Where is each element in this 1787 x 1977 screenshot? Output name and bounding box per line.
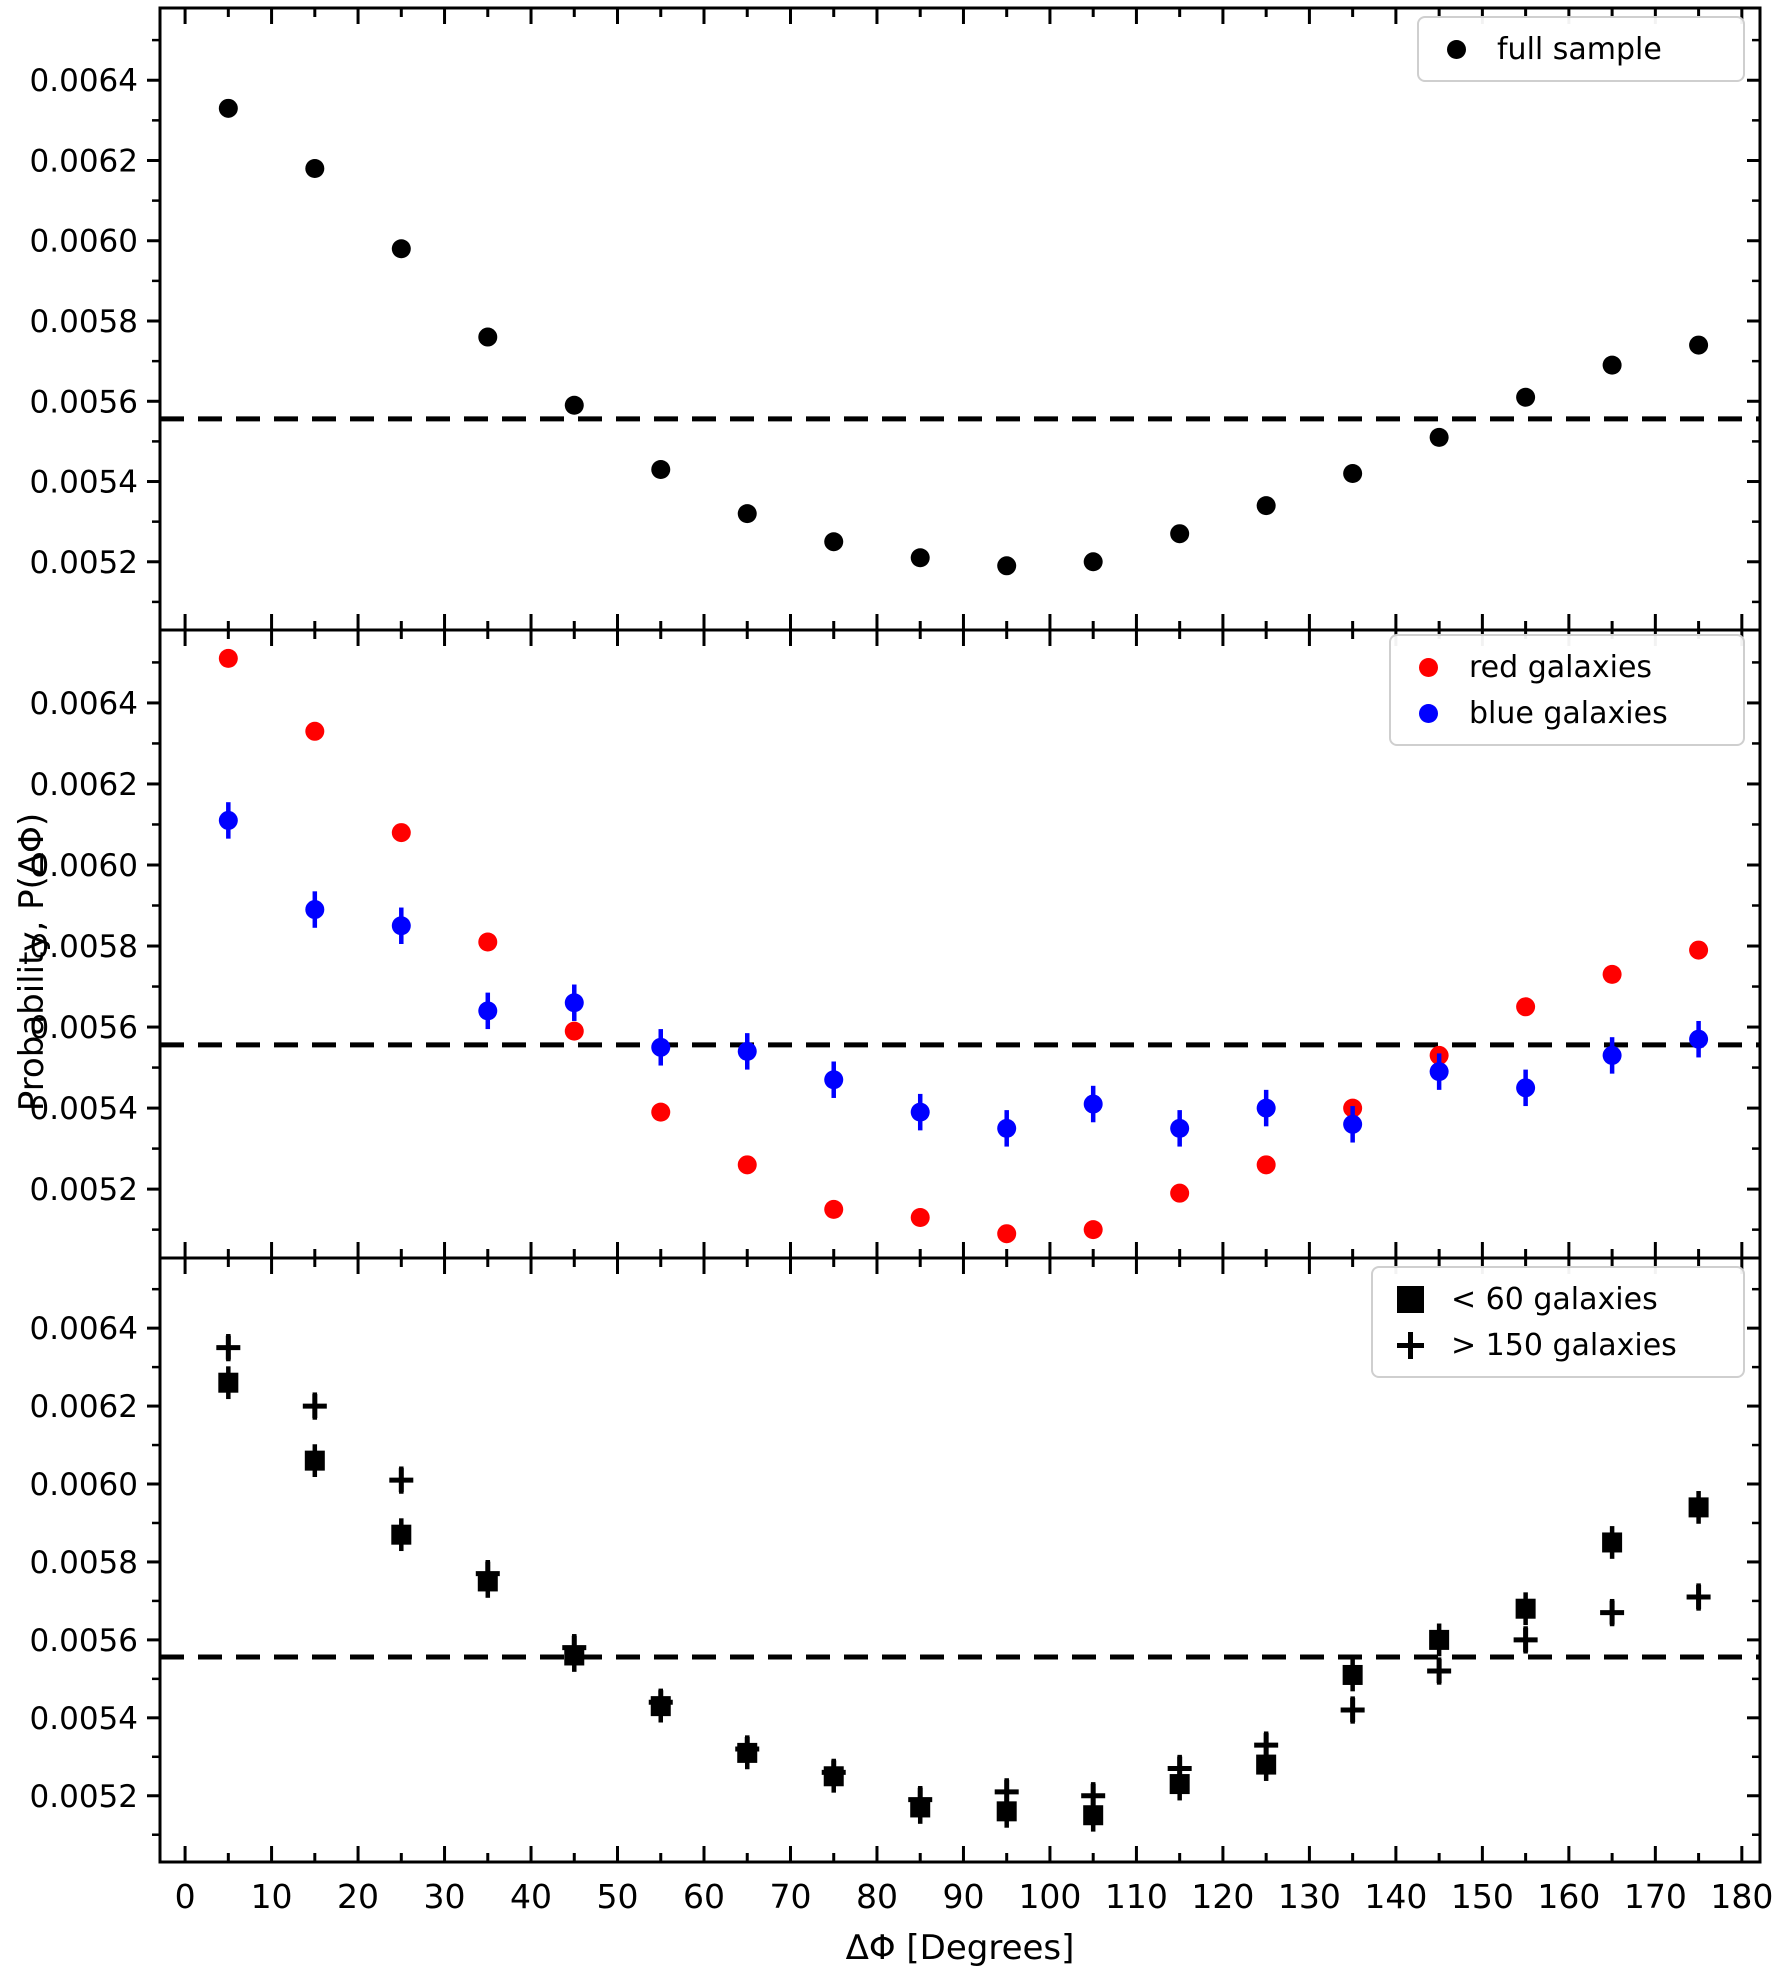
y-tick-label: 0.0062: [29, 1389, 138, 1426]
x-tick-label: 20: [337, 1877, 380, 1916]
data-point-circle: [1257, 1099, 1276, 1118]
data-point-circle: [1516, 997, 1535, 1016]
data-point-circle: [478, 328, 497, 347]
y-tick-label: 0.0052: [29, 544, 138, 581]
data-point-circle: [911, 1103, 930, 1122]
data-point-circle: [1257, 1155, 1276, 1174]
legend-item-blue-galaxies: [1399, 690, 1729, 736]
data-point-square: [1516, 1599, 1536, 1619]
legend-label: red galaxies: [1469, 649, 1653, 685]
legend-top-panel: [1417, 16, 1745, 82]
data-point-circle: [911, 548, 930, 567]
data-point-circle: [305, 159, 324, 178]
data-point-circle: [565, 1022, 584, 1041]
x-tick-label: 180: [1710, 1877, 1774, 1916]
y-tick-label: 0.0054: [29, 1091, 138, 1128]
data-point-circle: [219, 811, 238, 830]
legend-item-lt60-galaxies: [1381, 1276, 1729, 1322]
data-point-circle: [651, 1103, 670, 1122]
data-point-circle: [1516, 388, 1535, 407]
x-tick-label: 120: [1191, 1877, 1255, 1916]
panel-border-top: [160, 8, 1760, 630]
data-point-circle: [1170, 1184, 1189, 1203]
y-tick-label: 0.0052: [29, 1778, 138, 1815]
data-point-circle: [392, 823, 411, 842]
data-point-square: [1343, 1665, 1363, 1685]
legend-label: < 60 galaxies: [1451, 1281, 1658, 1317]
x-tick-label: 0: [174, 1877, 196, 1916]
legend-item-red-galaxies: [1399, 644, 1729, 690]
data-point-circle: [1084, 1220, 1103, 1239]
y-tick-label: 0.0052: [29, 1172, 138, 1209]
data-point-circle: [1084, 1095, 1103, 1114]
data-point-circle: [1689, 336, 1708, 355]
data-point-square: [391, 1525, 411, 1545]
data-point-square: [305, 1451, 325, 1471]
y-tick-label: 0.0064: [29, 685, 138, 722]
data-point-circle: [478, 932, 497, 951]
data-point-circle: [1084, 552, 1103, 571]
data-point-circle: [305, 722, 324, 741]
data-point-circle: [1257, 496, 1276, 515]
y-tick-label: 0.0054: [29, 464, 138, 501]
y-tick-label: 0.0058: [29, 1544, 138, 1581]
lt60-galaxies-marker-icon: [1397, 1286, 1424, 1313]
x-tick-label: 80: [855, 1877, 898, 1916]
data-point-circle: [824, 532, 843, 551]
x-tick-label: 40: [510, 1877, 553, 1916]
data-point-circle: [651, 1038, 670, 1057]
y-tick-label: 0.0062: [29, 143, 138, 180]
data-point-circle: [1689, 1030, 1708, 1049]
x-tick-label: 140: [1364, 1877, 1428, 1916]
x-tick-label: 90: [942, 1877, 985, 1916]
data-point-circle: [1516, 1078, 1535, 1097]
data-point-circle: [738, 1155, 757, 1174]
data-point-circle: [1170, 1119, 1189, 1138]
data-point-circle: [1170, 524, 1189, 543]
data-point-circle: [219, 99, 238, 118]
data-point-circle: [478, 1001, 497, 1020]
legend-middle-panel: [1389, 634, 1745, 746]
data-point-circle: [738, 504, 757, 523]
y-tick-label: 0.0062: [29, 766, 138, 803]
data-point-circle: [392, 239, 411, 258]
data-point-square: [1689, 1497, 1709, 1517]
x-tick-label: 100: [1018, 1877, 1082, 1916]
data-point-circle: [392, 916, 411, 935]
data-point-circle: [1430, 428, 1449, 447]
y-tick-label: 0.0056: [29, 1622, 138, 1659]
data-point-circle: [305, 900, 324, 919]
data-point-circle: [651, 460, 670, 479]
data-point-circle: [997, 1119, 1016, 1138]
legend-item-full-sample: [1427, 26, 1729, 72]
y-tick-label: 0.0056: [29, 384, 138, 421]
data-point-circle: [997, 1224, 1016, 1243]
x-tick-label: 50: [596, 1877, 639, 1916]
data-point-circle: [1603, 1046, 1622, 1065]
gt150-galaxies-marker-icon: [1397, 1332, 1424, 1359]
y-axis-label: Probability, P(ΔΦ): [12, 812, 52, 1112]
y-tick-label: 0.0060: [29, 223, 138, 260]
legend-label: blue galaxies: [1469, 695, 1668, 731]
data-point-circle: [1603, 356, 1622, 375]
legend-label: > 150 galaxies: [1451, 1327, 1677, 1363]
y-tick-label: 0.0056: [29, 1010, 138, 1047]
x-tick-label: 70: [769, 1877, 812, 1916]
full-sample-marker-icon: [1447, 40, 1466, 59]
legend-item-gt150-galaxies: [1381, 1322, 1729, 1368]
blue-galaxies-marker-icon: [1419, 704, 1438, 723]
data-point-circle: [1343, 464, 1362, 483]
data-point-square: [1602, 1532, 1622, 1552]
x-tick-label: 170: [1623, 1877, 1687, 1916]
y-tick-label: 0.0054: [29, 1700, 138, 1737]
red-galaxies-marker-icon: [1419, 658, 1438, 677]
y-tick-label: 0.0058: [29, 304, 138, 341]
data-point-circle: [1343, 1115, 1362, 1134]
data-point-circle: [738, 1042, 757, 1061]
x-tick-label: 60: [683, 1877, 725, 1916]
data-point-circle: [1603, 965, 1622, 984]
data-point-square: [1429, 1630, 1449, 1650]
data-point-circle: [997, 556, 1016, 575]
x-tick-label: 110: [1104, 1877, 1168, 1916]
data-point-square: [218, 1373, 238, 1393]
x-tick-label: 150: [1450, 1877, 1514, 1916]
y-tick-label: 0.0064: [29, 1311, 138, 1348]
data-point-circle: [565, 993, 584, 1012]
data-point-circle: [1689, 941, 1708, 960]
legend-bottom-panel: [1371, 1266, 1745, 1378]
y-tick-label: 0.0060: [29, 1467, 138, 1504]
y-tick-label: 0.0064: [29, 63, 138, 100]
x-tick-label: 130: [1277, 1877, 1341, 1916]
data-point-circle: [824, 1200, 843, 1219]
x-tick-label: 30: [423, 1877, 466, 1916]
x-tick-label: 160: [1537, 1877, 1601, 1916]
data-point-circle: [219, 649, 238, 668]
x-tick-label: 10: [250, 1877, 293, 1916]
data-point-circle: [565, 396, 584, 415]
data-point-circle: [911, 1208, 930, 1227]
x-axis-label: ΔΦ [Degrees]: [845, 1928, 1075, 1968]
y-tick-label: 0.0060: [29, 847, 138, 884]
y-tick-label: 0.0058: [29, 929, 138, 966]
data-point-circle: [824, 1070, 843, 1089]
data-point-circle: [1430, 1062, 1449, 1081]
legend-label: full sample: [1497, 31, 1662, 67]
